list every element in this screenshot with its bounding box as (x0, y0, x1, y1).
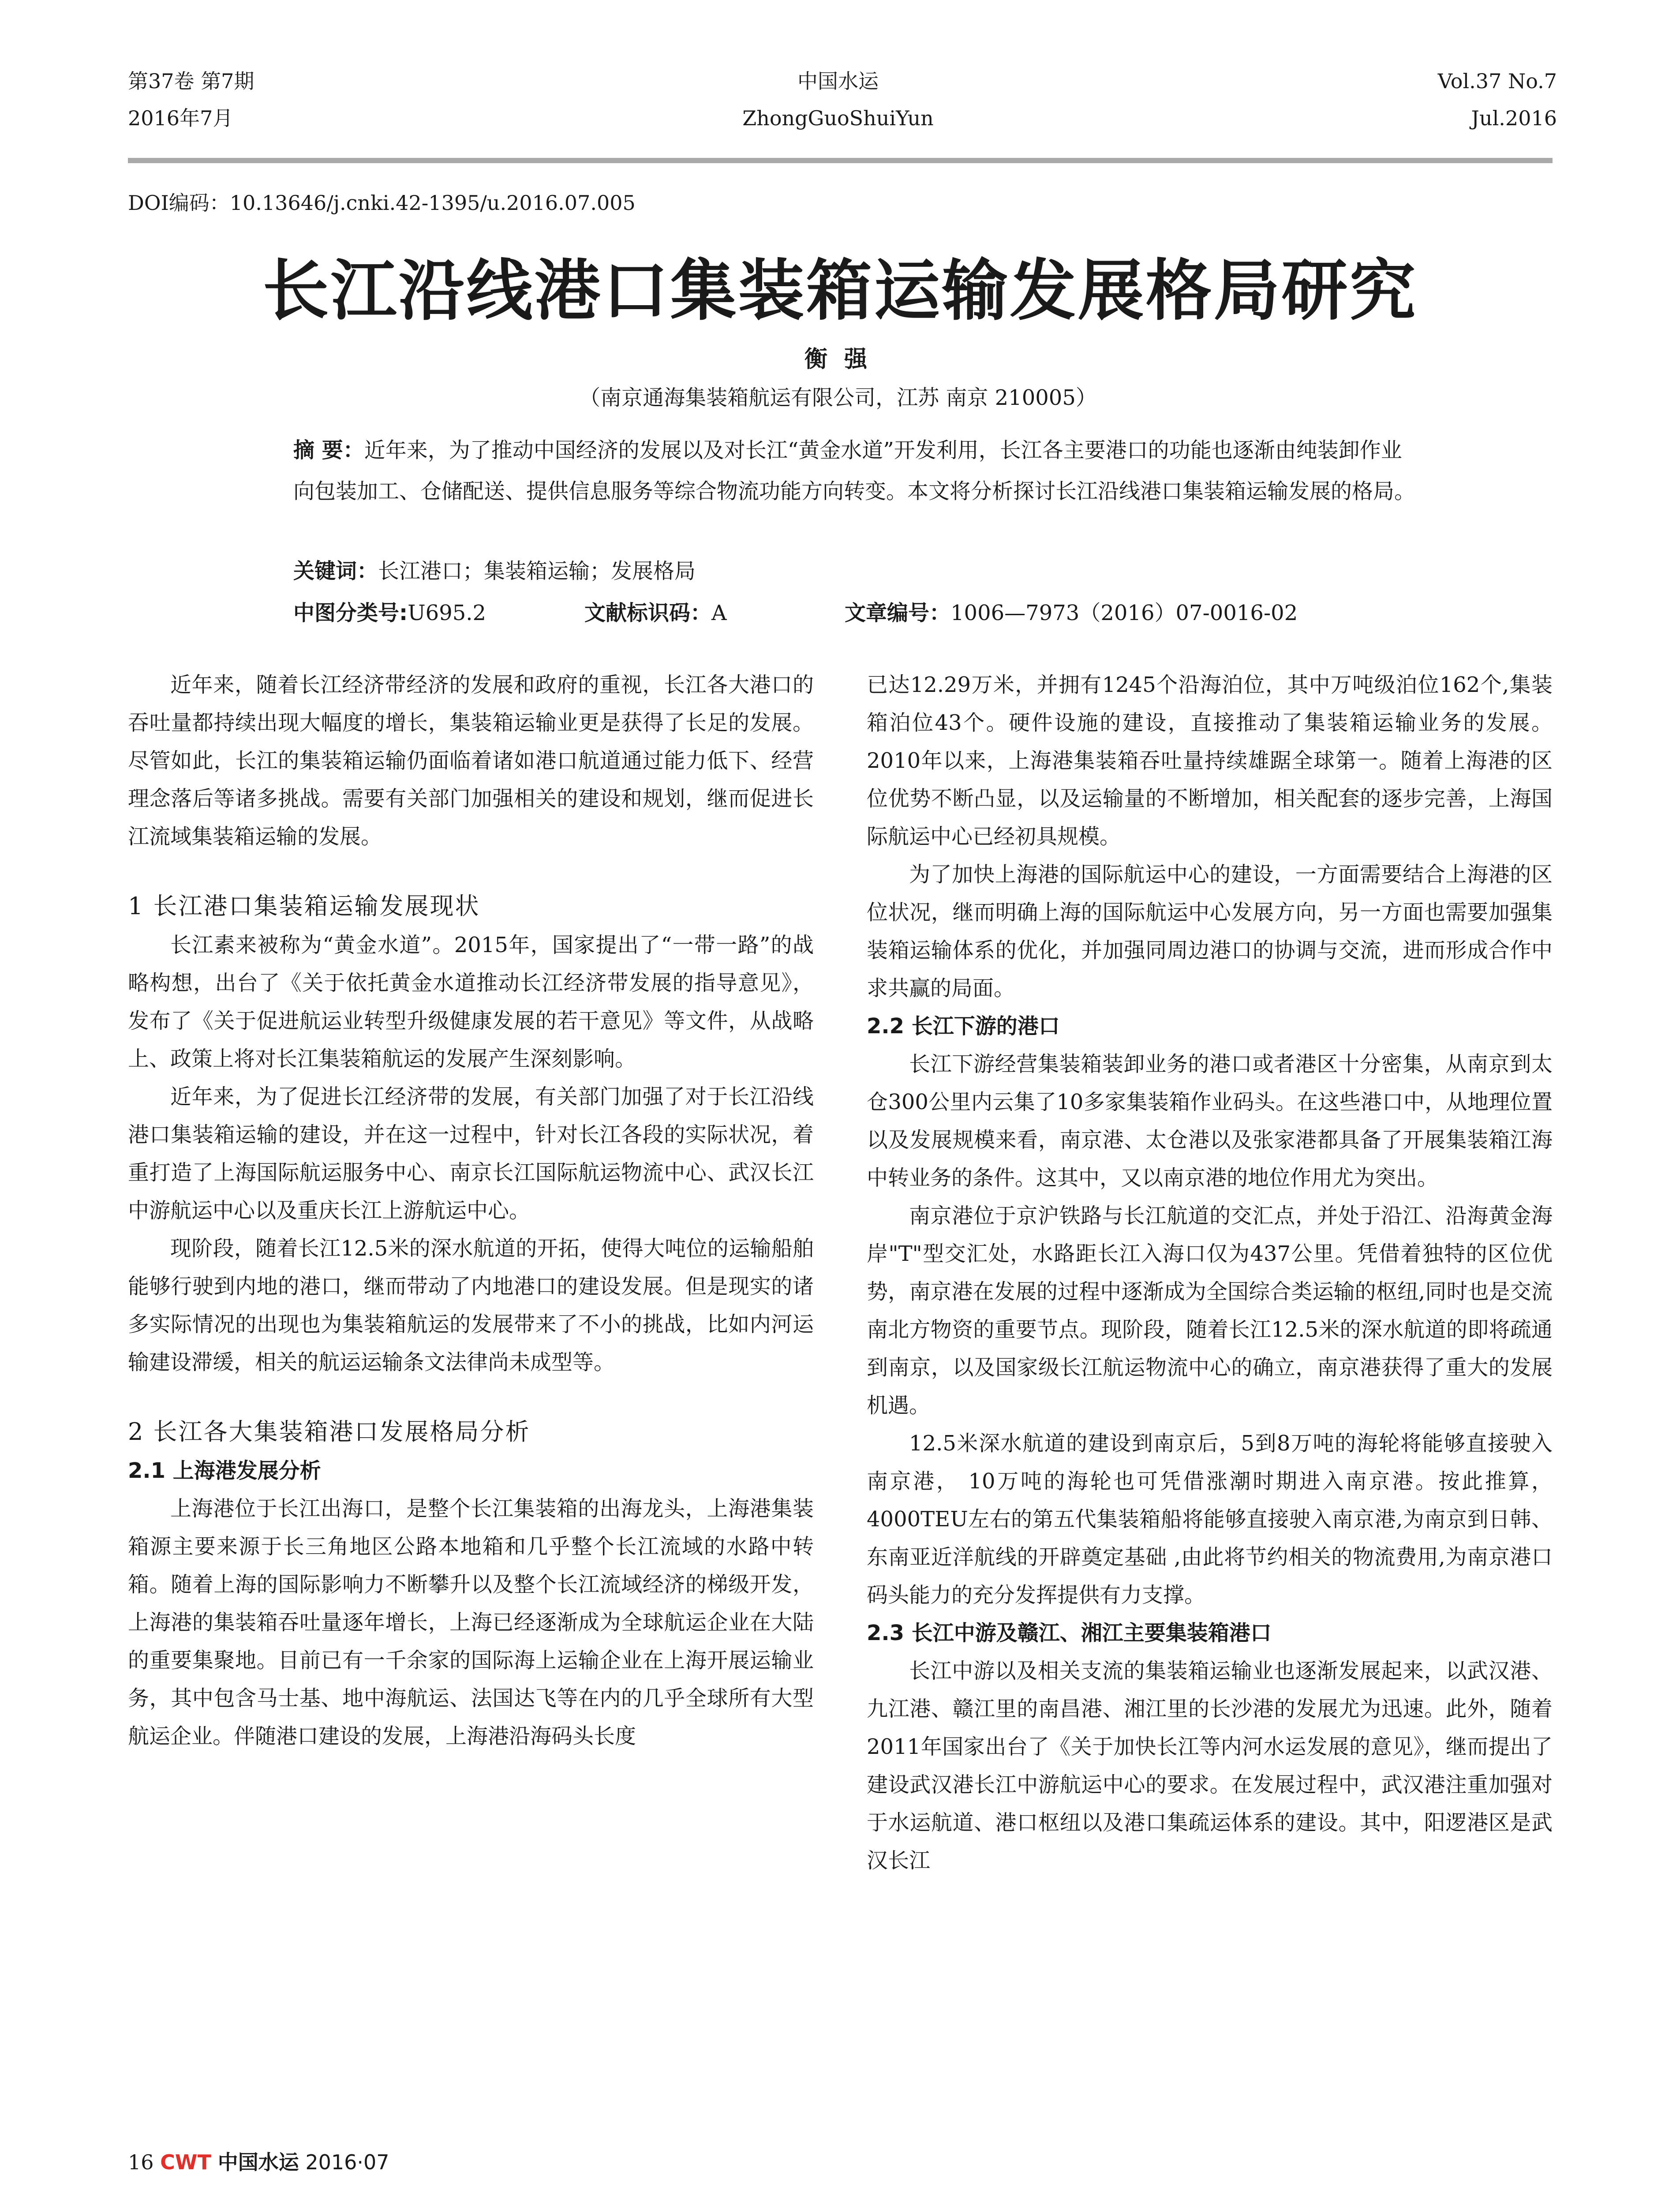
right-column (867, 666, 1553, 1880)
section-2-heading: 2 长江各大集装箱港口发展格局分析 (128, 1418, 531, 1446)
keywords (293, 553, 696, 589)
volume-issue: 第37卷 第7期 (128, 69, 254, 93)
abstract (293, 430, 1422, 512)
paragraph: 长江素来被称为“黄金水道”。2015年，国家提出了“一带一路”的战略构想，出台了《关于依托黄金水道推动长江经济带发展的指导意见》，发布了《关于促进航运业转型升级健康发展的若干意见》等文件，从战略上、政策上将对长江集装箱航运的发展产生深刻影响。 (128, 933, 814, 1071)
cwt-logo: CWT (160, 2150, 212, 2174)
header-right (1279, 63, 1557, 137)
footer-date: 2016·07 (305, 2150, 389, 2174)
intro-paragraph: 近年来，随着长江经济带经济的发展和政府的重视，长江各大港口的吞吐量都持续出现大幅度的增长，集装箱运输业更是获得了长足的发展。尽管如此，长江的集装箱运输仍面临着诸如港口航道通过能力低下、经营理念落后等诸多挑战。需要有关部门加强相关的建设和规划，继而促进长江流域集装箱运输的发展。 (128, 673, 814, 849)
affiliation: （南京通海集装箱航运有限公司，江苏 南京 210005） (579, 385, 1097, 410)
page-footer (128, 2147, 389, 2178)
paragraph: 为了加快上海港的国际航运中心的建设，一方面需要结合上海港的区位状况，继而明确上海的国际航运中心发展方向，另一方面也需要加强集装箱运输体系的优化，并加强同周边港口的协调与交流，进而形成合作中求共赢的局面。 (867, 862, 1553, 1001)
keywords-text: 长江港口；集装箱运输；发展格局 (378, 559, 696, 583)
publication-date-en: Jul.2016 (1471, 106, 1557, 130)
clc-number: 中图分类号:U695.2 (293, 601, 486, 625)
header-center (617, 63, 1059, 137)
paragraph: 已达12.29万米，并拥有1245个沿海泊位，其中万吨级泊位162个,集装箱泊位43个。硬件设施的建设，直接推动了集装箱运输业务的发展。2010年以来，上海港集装箱吞吐量持续雄踞全球第一。随着上海港的区位优势不断凸显，以及运输量的不断增加，相关配套的逐步完善，上海国际航运中心已经初具规模。 (867, 673, 1553, 849)
paragraph: 南京港位于京沪铁路与长江航道的交汇点，并处于沿江、沿海黄金海岸"T"型交汇处，水路距长江入海口仅为437公里。凭借着独特的区位优势，南京港在发展的过程中逐渐成为全国综合类运输的枢纽,同时也是交流南北方物资的重要节点。现阶段，随着长江12.5米的深水航道的即将疏通到南京，以及国家级长江航运物流中心的确立，南京港获得了重大的发展机遇。 (867, 1203, 1553, 1418)
publication-date: 2016年7月 (128, 106, 233, 130)
page-number: 16 (128, 2150, 154, 2174)
paragraph: 现阶段，随着长江12.5米的深水航道的开拓，使得大吨位的运输船舶能够行驶到内地的港口，继而带动了内地港口的建设发展。但是现实的诸多实际情况的出现也为集装箱航运的发展带来了不小的挑战，比如内河运输建设滞缓，相关的航运运输条文法律尚未成型等。 (128, 1236, 814, 1375)
journal-name: 中国水运 (797, 69, 879, 93)
doi-line: DOI编码：10.13646/j.cnki.42-1395/u.2016.07.005 (128, 191, 636, 215)
paragraph: 近年来，为了促进长江经济带的发展，有关部门加强了对于长江沿线港口集装箱运输的建设，并在这一过程中，针对长江各段的实际状况，着重打造了上海国际航运服务中心、南京长江国际航运物流中心、武汉长江中游航运中心以及重庆长江上游航运中心。 (128, 1084, 814, 1223)
abstract-label: 摘 要： (293, 438, 364, 463)
article-number: 文章编号：1006—7973（2016）07-0016-02 (845, 601, 1298, 625)
abstract-text: 近年来，为了推动中国经济的发展以及对长江“黄金水道”开发利用，长江各主要港口的功能也逐渐由纯装卸作业向包装加工、仓储配送、提供信息服务等综合物流功能方向转变。本文将分析探讨长江沿线港口集装箱运输发展的格局。 (293, 438, 1416, 504)
article-title: 长江沿线港口集装箱运输发展格局研究 (262, 253, 1418, 329)
keywords-label: 关键词： (293, 559, 378, 583)
section-1-heading: 1 长江港口集装箱运输发展现状 (128, 892, 480, 920)
volume-issue-en: Vol.37 No.7 (1437, 69, 1557, 93)
footer-journal-name: 中国水运 (217, 2150, 299, 2174)
paragraph: 长江中游以及相关支流的集装箱运输业也逐渐发展起来，以武汉港、九江港、赣江里的南昌港、湘江里的长沙港的发展尤为迅速。此外，随着2011年国家出台了《关于加快长江等内河水运发展的意见》，继而提出了建设武汉港长江中游航运中心的要求。在发展过程中，武汉港注重加强对于水运航道、港口枢纽以及港口集疏运体系的建设。其中，阳逻港区是武汉长江 (867, 1659, 1553, 1873)
paragraph: 12.5米深水航道的建设到南京后，5到8万吨的海轮将能够直接驶入南京港， 10万吨的海轮也可凭借涨潮时期进入南京港。按此推算，4000TEU左右的第五代集装箱船将能够直接驶入南京港,为南京到日韩、东南亚近洋航线的开辟奠定基础 ,由此将节约相关的物流费用,为南京港口码头能力的充分发挥提供有力支撑。 (867, 1431, 1553, 1607)
left-column (128, 666, 814, 1755)
section-2-1-heading: 2.1 上海港发展分析 (128, 1458, 321, 1483)
paragraph: 上海港位于长江出海口，是整个长江集装箱的出海龙头，上海港集装箱源主要来源于长三角地区公路本地箱和几乎整个长江流域的水路中转箱。随着上海的国际影响力不断攀升以及整个长江流域经济的梯级开发，上海港的集装箱吞吐量逐年增长，上海已经逐渐成为全球航运企业在大陆的重要集聚地。目前已有一千余家的国际海上运输企业在上海开展运输业务，其中包含马士基、地中海航运、法国达飞等在内的几乎全球所有大型航运企业。伴随港口建设的发展，上海港沿海码头长度 (128, 1496, 814, 1749)
journal-name-pinyin: ZhongGuoShuiYun (742, 106, 934, 130)
author: 衡 强 (804, 346, 872, 373)
header-left (128, 63, 254, 137)
paragraph: 长江下游经营集装箱装卸业务的港口或者港区十分密集，从南京到太仓300公里内云集了10多家集装箱作业码头。在这些港口中，从地理位置以及发展规模来看，南京港、太仓港以及张家港都具备了开展集装箱江海中转业务的条件。这其中，又以南京港的地位作用尤为突出。 (867, 1052, 1553, 1190)
header-rule (128, 158, 1553, 163)
document-code: 文献标识码：A (584, 601, 727, 625)
section-2-2-heading: 2.2 长江下游的港口 (867, 1014, 1060, 1039)
section-2-3-heading: 2.3 长江中游及赣江、湘江主要集装箱港口 (867, 1621, 1272, 1645)
